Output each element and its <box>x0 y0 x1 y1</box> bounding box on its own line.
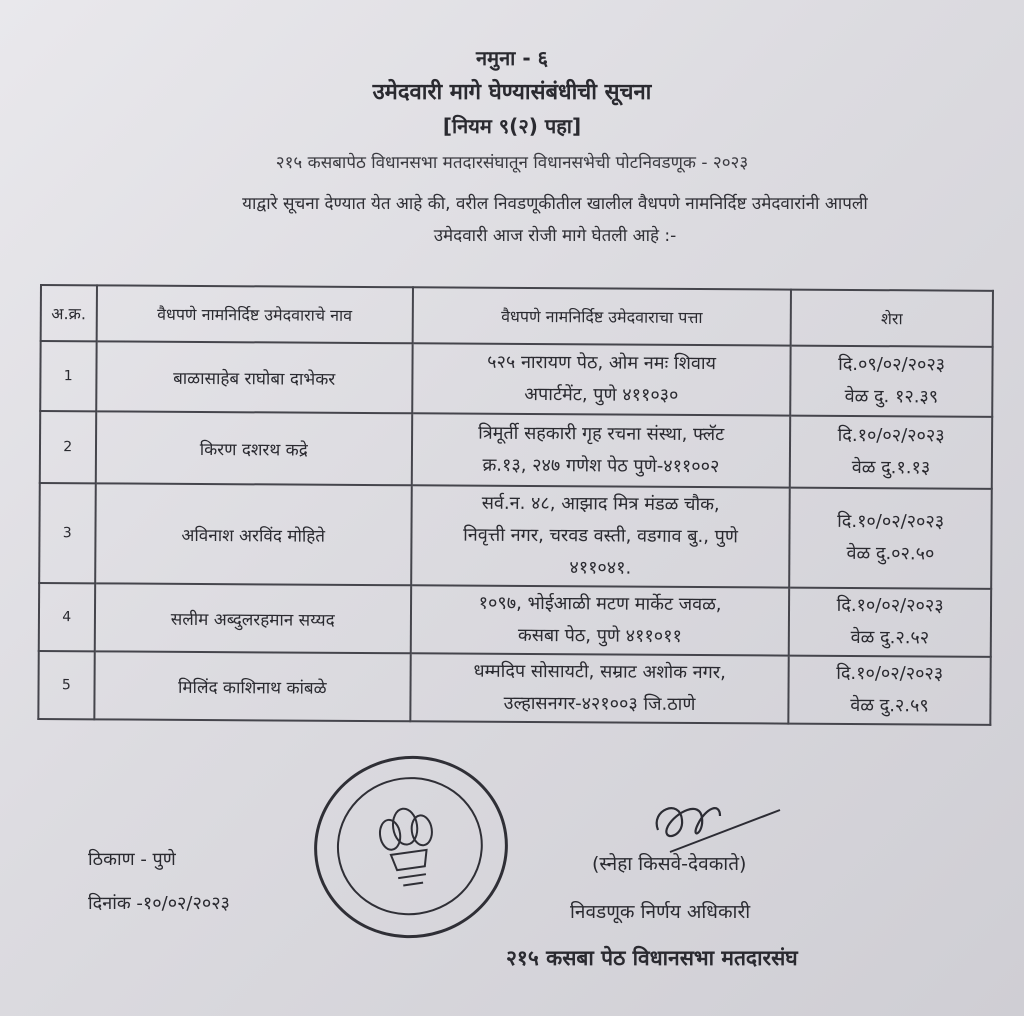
cell-address <box>411 485 790 587</box>
date-label: दिनांक -१०/०२/२०२३ <box>88 893 230 914</box>
cell-address <box>412 343 791 415</box>
address-line: ४११०४१. <box>569 557 632 579</box>
address-line: सर्व.न. ४८, आझाद मित्र मंडळ चौक, <box>481 492 720 516</box>
col-header-remark: शेरा <box>791 290 993 347</box>
cell-serial: 1 <box>40 341 96 411</box>
address-line: त्रिमूर्ती सहकारी गृह रचना संस्था, फ्लॅट <box>478 422 725 446</box>
col-header-address: वैधपणे नामनिर्दिष्ट उमेदवाराचा पत्ता <box>413 287 792 345</box>
address-line: उल्हासनगर-४२१००३ जि.ठाणे <box>503 692 696 716</box>
cell-name: मिलिंद काशिनाथ कांबळे <box>94 651 411 721</box>
rule-reference: [नियम ९(२) पहा] <box>442 114 582 138</box>
place-date-block <box>88 838 230 926</box>
remark-time: वेळ दु. १२.३९ <box>844 385 939 408</box>
remark-date: दि.१०/०२/२०२३ <box>837 510 945 533</box>
remark-date: दि.१०/०२/२०२३ <box>836 594 944 617</box>
place-label: ठिकाण - पुणे <box>88 849 176 870</box>
intro-paragraph <box>150 188 960 252</box>
constituency-name: २१५ कसबा पेठ विधानसभा मतदारसंघ <box>506 946 798 970</box>
election-subtitle: २१५ कसबापेठ विधानसभा मतदारसंघातून विधानसभेची पोटनिवडणूक - २०२३ <box>275 153 749 173</box>
officer-designation: निवडणूक निर्णय अधिकारी <box>570 901 751 923</box>
cell-serial: 5 <box>38 651 94 719</box>
table-row <box>40 341 992 417</box>
cell-serial: 2 <box>40 411 96 483</box>
cell-remark <box>789 588 991 657</box>
candidates-table <box>37 284 994 726</box>
cell-name: अविनाश अरविंद मोहिते <box>95 483 412 585</box>
remark-date: दि.१०/०२/२०२३ <box>836 662 944 685</box>
remark-time: वेळ दु.२.५२ <box>850 626 930 649</box>
signatory-name: (स्नेहा किसवे-देवकाते) <box>592 853 747 875</box>
cell-address <box>410 653 789 723</box>
official-seal <box>302 743 519 950</box>
notice-title: उमेदवारी मागे घेण्यासंबंधीची सूचना <box>372 80 652 105</box>
remark-time: वेळ दु.२.५९ <box>850 694 929 717</box>
cell-name: किरण दशरथ कद्रे <box>95 411 412 485</box>
remark-time: वेळ दु.१.१३ <box>851 456 931 479</box>
cell-name: सलीम अब्दुलरहमान सय्यद <box>94 583 411 653</box>
table-row <box>40 411 992 489</box>
address-line: अपार्टमेंट, पुणे ४११०३० <box>524 383 679 406</box>
seal-emblem-icon <box>302 744 513 944</box>
table-row <box>39 583 991 657</box>
cell-remark <box>790 416 992 489</box>
remark-date: दि.०९/०२/२०२३ <box>838 353 946 376</box>
address-line: ५२५ नारायण पेठ, ओम नमः शिवाय <box>487 351 717 375</box>
table-header-row <box>41 285 993 347</box>
col-header-serial: अ.क्र. <box>41 285 97 341</box>
table-row <box>38 651 990 725</box>
cell-remark <box>790 346 992 417</box>
address-line: १०९७, भोईआळी मटण मार्केट जवळ, <box>478 592 722 616</box>
table-row <box>39 483 992 589</box>
cell-address <box>411 585 790 655</box>
address-line: धम्मदिप सोसायटी, सम्राट अशोक नगर, <box>473 660 726 684</box>
cell-serial: 3 <box>39 483 95 583</box>
remark-date: दि.१०/०२/२०२३ <box>837 424 945 447</box>
cell-serial: 4 <box>39 583 95 651</box>
intro-line-2: उमेदवारी आज रोजी मागे घेतली आहे :- <box>433 226 677 246</box>
form-number: नमुना - ६ <box>476 46 548 70</box>
cell-address <box>412 413 791 487</box>
address-line: निवृत्ती नगर, चरवड वस्ती, वडगाव बु., पुणे <box>463 524 738 548</box>
remark-time: वेळ दु.०२.५० <box>846 542 935 565</box>
col-header-name: वैधपणे नामनिर्दिष्ट उमेदवाराचे नाव <box>96 285 413 343</box>
cell-name: बाळासाहेब राघोबा दाभेकर <box>96 341 413 413</box>
cell-remark <box>788 656 990 725</box>
intro-line-1: याद्वारे सूचना देण्यात येत आहे की, वरील निवडणूकीतील खालील वैधपणे नामनिर्दिष्ट उमेदवारांनी आपली <box>242 194 868 214</box>
address-line: क्र.१३, २४७ गणेश पेठ पुणे-४११००२ <box>482 454 720 478</box>
address-line: कसबा पेठ, पुणे ४११०११ <box>517 624 682 647</box>
cell-remark <box>789 488 991 589</box>
